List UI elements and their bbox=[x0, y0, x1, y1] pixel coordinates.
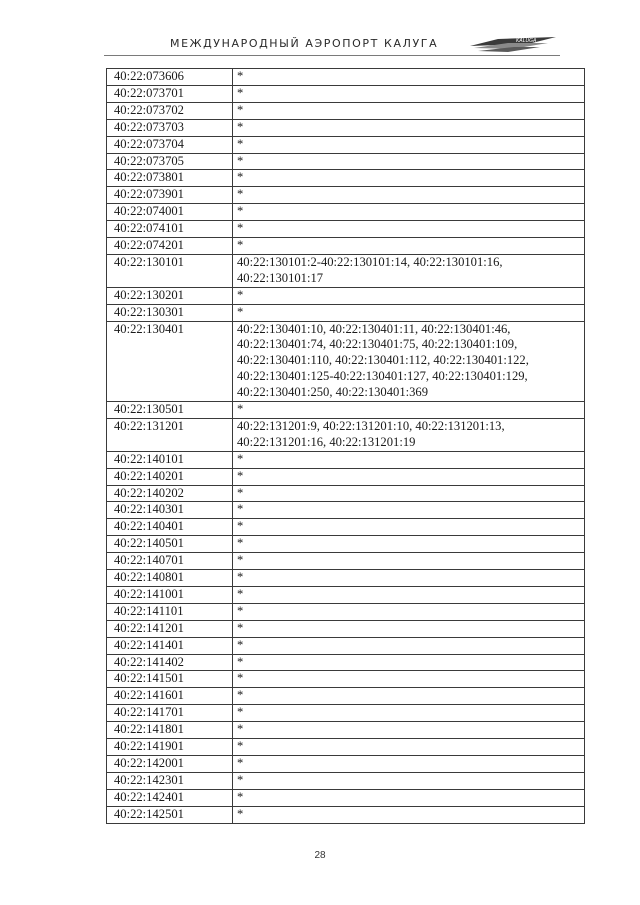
page-header bbox=[170, 34, 560, 56]
table-row bbox=[107, 85, 585, 102]
parcel-numbers-cell bbox=[233, 756, 585, 773]
table-row bbox=[107, 789, 585, 806]
parcel-numbers-line: * bbox=[237, 502, 244, 517]
airline-logo-icon bbox=[468, 34, 558, 54]
header-divider bbox=[104, 55, 560, 56]
table-row bbox=[107, 153, 585, 170]
table-row bbox=[107, 402, 585, 419]
quarter-number-cell: 40:22:140801 bbox=[107, 570, 233, 587]
parcel-numbers-cell bbox=[233, 739, 585, 756]
table-row bbox=[107, 204, 585, 221]
header-title: МЕЖДУНАРОДНЫЙ АЭРОПОРТ КАЛУГА bbox=[170, 37, 439, 50]
parcel-numbers-cell bbox=[233, 238, 585, 255]
table-row bbox=[107, 519, 585, 536]
parcel-numbers-cell bbox=[233, 620, 585, 637]
table-row bbox=[107, 671, 585, 688]
parcel-numbers-cell bbox=[233, 502, 585, 519]
parcel-numbers-line: * bbox=[237, 187, 244, 202]
parcel-numbers-cell bbox=[233, 102, 585, 119]
table-row bbox=[107, 187, 585, 204]
quarter-number-cell: 40:22:141801 bbox=[107, 722, 233, 739]
quarter-number-cell: 40:22:141201 bbox=[107, 620, 233, 637]
parcel-numbers-line: * bbox=[237, 586, 244, 601]
parcel-numbers-line: * bbox=[237, 637, 244, 652]
parcel-numbers-line: 40:22:131201:9, 40:22:131201:10, 40:22:131201:13, bbox=[237, 418, 505, 433]
quarter-number-cell: 40:22:140401 bbox=[107, 519, 233, 536]
parcel-numbers-cell bbox=[233, 637, 585, 654]
parcel-numbers-line: * bbox=[237, 287, 244, 302]
quarter-number-cell: 40:22:074201 bbox=[107, 238, 233, 255]
parcel-numbers-cell bbox=[233, 321, 585, 401]
parcel-numbers-line: * bbox=[237, 688, 244, 703]
parcel-numbers-cell bbox=[233, 671, 585, 688]
parcel-numbers-line: * bbox=[237, 570, 244, 585]
quarter-number-cell: 40:22:141401 bbox=[107, 637, 233, 654]
parcel-numbers-cell bbox=[233, 287, 585, 304]
parcel-numbers-cell bbox=[233, 705, 585, 722]
table-row bbox=[107, 485, 585, 502]
table-row bbox=[107, 287, 585, 304]
parcel-numbers-line: * bbox=[237, 451, 244, 466]
cadastral-table-container bbox=[106, 68, 585, 824]
table-row bbox=[107, 536, 585, 553]
table-row bbox=[107, 136, 585, 153]
parcel-numbers-cell bbox=[233, 553, 585, 570]
quarter-number-cell: 40:22:073702 bbox=[107, 102, 233, 119]
parcel-numbers-line: * bbox=[237, 136, 244, 151]
table-row bbox=[107, 705, 585, 722]
quarter-number-cell: 40:22:141701 bbox=[107, 705, 233, 722]
page-number: 28 bbox=[314, 850, 326, 861]
parcel-numbers-line: * bbox=[237, 238, 244, 253]
parcel-numbers-cell bbox=[233, 204, 585, 221]
quarter-number-cell: 40:22:073704 bbox=[107, 136, 233, 153]
quarter-number-cell: 40:22:140301 bbox=[107, 502, 233, 519]
parcel-numbers-line: 40:22:130101:2-40:22:130101:14, 40:22:130101:16, bbox=[237, 254, 503, 269]
parcel-numbers-line: * bbox=[237, 620, 244, 635]
quarter-number-cell: 40:22:141501 bbox=[107, 671, 233, 688]
table-row bbox=[107, 756, 585, 773]
table-row bbox=[107, 806, 585, 823]
quarter-number-cell: 40:22:141601 bbox=[107, 688, 233, 705]
table-row bbox=[107, 654, 585, 671]
table-row bbox=[107, 418, 585, 451]
table-row bbox=[107, 739, 585, 756]
cadastral-table bbox=[106, 68, 585, 824]
quarter-number-cell: 40:22:140501 bbox=[107, 536, 233, 553]
quarter-number-cell: 40:22:130401 bbox=[107, 321, 233, 401]
table-row bbox=[107, 221, 585, 238]
quarter-number-cell: 40:22:074001 bbox=[107, 204, 233, 221]
parcel-numbers-line: * bbox=[237, 304, 244, 319]
quarter-number-cell: 40:22:073701 bbox=[107, 85, 233, 102]
parcel-numbers-cell bbox=[233, 402, 585, 419]
table-row bbox=[107, 102, 585, 119]
quarter-number-cell: 40:22:140101 bbox=[107, 451, 233, 468]
parcel-numbers-cell bbox=[233, 136, 585, 153]
table-row bbox=[107, 238, 585, 255]
quarter-number-cell: 40:22:140201 bbox=[107, 468, 233, 485]
parcel-numbers-cell bbox=[233, 187, 585, 204]
table-row bbox=[107, 688, 585, 705]
parcel-numbers-cell bbox=[233, 789, 585, 806]
parcel-numbers-cell bbox=[233, 586, 585, 603]
parcel-numbers-cell bbox=[233, 468, 585, 485]
quarter-number-cell: 40:22:073801 bbox=[107, 170, 233, 187]
parcel-numbers-line: * bbox=[237, 221, 244, 236]
parcel-numbers-cell bbox=[233, 451, 585, 468]
parcel-numbers-cell bbox=[233, 722, 585, 739]
table-row bbox=[107, 502, 585, 519]
quarter-number-cell: 40:22:142401 bbox=[107, 789, 233, 806]
table-row bbox=[107, 468, 585, 485]
parcel-numbers-cell bbox=[233, 536, 585, 553]
parcel-numbers-cell bbox=[233, 221, 585, 238]
parcel-numbers-line: * bbox=[237, 671, 244, 686]
quarter-number-cell: 40:22:130501 bbox=[107, 402, 233, 419]
quarter-number-cell: 40:22:130301 bbox=[107, 304, 233, 321]
parcel-numbers-cell bbox=[233, 170, 585, 187]
table-row bbox=[107, 321, 585, 401]
parcel-numbers-line: * bbox=[237, 772, 244, 787]
parcel-numbers-line: * bbox=[237, 85, 244, 100]
quarter-number-cell: 40:22:073705 bbox=[107, 153, 233, 170]
parcel-numbers-cell bbox=[233, 688, 585, 705]
parcel-numbers-line: 40:22:130401:250, 40:22:130401:369 bbox=[237, 385, 429, 400]
parcel-numbers-line: 40:22:131201:16, 40:22:131201:19 bbox=[237, 434, 416, 449]
parcel-numbers-cell bbox=[233, 153, 585, 170]
quarter-number-cell: 40:22:141001 bbox=[107, 586, 233, 603]
parcel-numbers-line: * bbox=[237, 536, 244, 551]
parcel-numbers-line: * bbox=[237, 553, 244, 568]
parcel-numbers-cell bbox=[233, 603, 585, 620]
parcel-numbers-line: * bbox=[237, 402, 244, 417]
parcel-numbers-cell bbox=[233, 85, 585, 102]
table-row bbox=[107, 637, 585, 654]
parcel-numbers-line: * bbox=[237, 153, 244, 168]
table-body bbox=[107, 69, 585, 824]
parcel-numbers-line: * bbox=[237, 705, 244, 720]
quarter-number-cell: 40:22:142001 bbox=[107, 756, 233, 773]
parcel-numbers-line: * bbox=[237, 722, 244, 737]
parcel-numbers-cell bbox=[233, 304, 585, 321]
logo-text: KALUGA bbox=[516, 38, 537, 44]
parcel-numbers-line: 40:22:130101:17 bbox=[237, 270, 324, 285]
table-row bbox=[107, 451, 585, 468]
parcel-numbers-line: * bbox=[237, 69, 244, 83]
parcel-numbers-line: * bbox=[237, 119, 244, 134]
quarter-number-cell: 40:22:140701 bbox=[107, 553, 233, 570]
parcel-numbers-cell bbox=[233, 570, 585, 587]
parcel-numbers-cell bbox=[233, 69, 585, 86]
parcel-numbers-cell bbox=[233, 654, 585, 671]
parcel-numbers-cell bbox=[233, 519, 585, 536]
parcel-numbers-cell bbox=[233, 485, 585, 502]
parcel-numbers-line: * bbox=[237, 789, 244, 804]
table-row bbox=[107, 553, 585, 570]
parcel-numbers-line: * bbox=[237, 739, 244, 754]
quarter-number-cell: 40:22:073901 bbox=[107, 187, 233, 204]
parcel-numbers-line: 40:22:130401:125-40:22:130401:127, 40:22:130401:129, bbox=[237, 369, 528, 384]
table-row bbox=[107, 620, 585, 637]
quarter-number-cell: 40:22:141101 bbox=[107, 603, 233, 620]
parcel-numbers-cell bbox=[233, 254, 585, 287]
parcel-numbers-line: * bbox=[237, 170, 244, 185]
quarter-number-cell: 40:22:073703 bbox=[107, 119, 233, 136]
parcel-numbers-line: * bbox=[237, 102, 244, 117]
quarter-number-cell: 40:22:130201 bbox=[107, 287, 233, 304]
parcel-numbers-line: * bbox=[237, 485, 244, 500]
quarter-number-cell: 40:22:140202 bbox=[107, 485, 233, 502]
parcel-numbers-cell bbox=[233, 418, 585, 451]
parcel-numbers-line: * bbox=[237, 204, 244, 219]
quarter-number-cell: 40:22:141901 bbox=[107, 739, 233, 756]
parcel-numbers-line: 40:22:130401:110, 40:22:130401:112, 40:22:130401:122, bbox=[237, 353, 529, 368]
quarter-number-cell: 40:22:142501 bbox=[107, 806, 233, 823]
table-row bbox=[107, 772, 585, 789]
table-row bbox=[107, 254, 585, 287]
quarter-number-cell: 40:22:073606 bbox=[107, 69, 233, 86]
quarter-number-cell: 40:22:131201 bbox=[107, 418, 233, 451]
table-row bbox=[107, 586, 585, 603]
table-row bbox=[107, 570, 585, 587]
quarter-number-cell: 40:22:142301 bbox=[107, 772, 233, 789]
parcel-numbers-line: * bbox=[237, 756, 244, 771]
parcel-numbers-cell bbox=[233, 772, 585, 789]
table-row bbox=[107, 304, 585, 321]
parcel-numbers-line: * bbox=[237, 468, 244, 483]
quarter-number-cell: 40:22:141402 bbox=[107, 654, 233, 671]
table-row bbox=[107, 170, 585, 187]
table-row bbox=[107, 722, 585, 739]
parcel-numbers-line: 40:22:130401:10, 40:22:130401:11, 40:22:130401:46, bbox=[237, 321, 511, 336]
table-row bbox=[107, 69, 585, 86]
parcel-numbers-line: * bbox=[237, 806, 244, 821]
parcel-numbers-line: * bbox=[237, 519, 244, 534]
parcel-numbers-cell bbox=[233, 119, 585, 136]
parcel-numbers-cell bbox=[233, 806, 585, 823]
parcel-numbers-line: * bbox=[237, 603, 244, 618]
parcel-numbers-line: 40:22:130401:74, 40:22:130401:75, 40:22:130401:109, bbox=[237, 337, 518, 352]
table-row bbox=[107, 119, 585, 136]
quarter-number-cell: 40:22:130101 bbox=[107, 254, 233, 287]
quarter-number-cell: 40:22:074101 bbox=[107, 221, 233, 238]
parcel-numbers-line: * bbox=[237, 654, 244, 669]
table-row bbox=[107, 603, 585, 620]
